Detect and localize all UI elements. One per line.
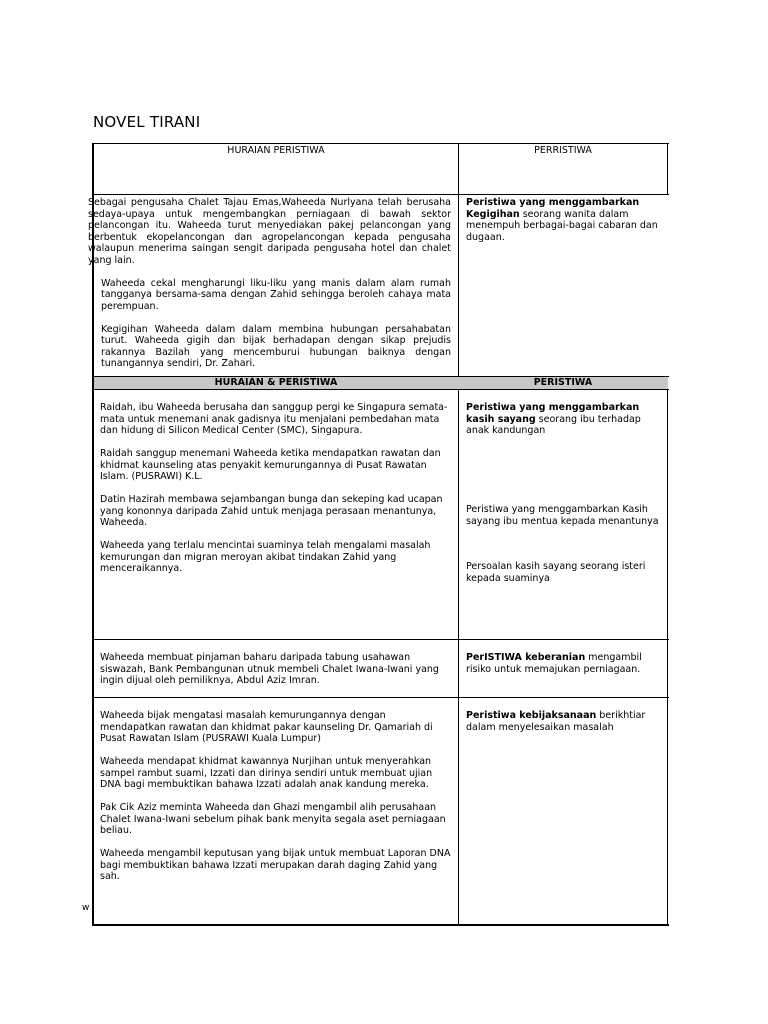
section1-event [466, 197, 662, 243]
header-perristiwa: PERRISTIWA [534, 145, 592, 156]
section2-event-3: Persoalan kasih sayang seorang isteri kepada suaminya [466, 561, 646, 584]
section3-event-title: PerISTIWA keberanian [466, 652, 586, 663]
section2-event-2: Peristiwa yang menggambarkan Kasih sayang ibu mentua kepada menantunya [466, 504, 659, 527]
section1-event-text: seorang wanita dalam menempuh berbagai-bagai cabaran dan dugaan. [466, 208, 658, 243]
section4-event [466, 710, 664, 733]
section4-event-text: berikhtiar dalam menyelesaikan masalah [466, 710, 646, 733]
row-divider [92, 389, 669, 390]
section4-paragraph: Pak Cik Aziz meminta Waheeda dan Ghazi mengambil alih perusahaan Chalet Iwana-Iwani sebelum pihak bank menyita segala aset perniagaan beliau. [100, 802, 446, 836]
section3-event [466, 652, 664, 675]
section1-paragraph: Sebagai pengusaha Chalet Tajau Emas,Waheeda Nurlyana telah berusaha sedaya-upaya untuk mengembangkan perniagaan di bawah sektor pelancongan itu. Waheeda turut menyediakan pakej pelancongan yang berbentuk ekopelancongan dan agropelancongan kepada pengusaha walaupun menerima saingan sengit daripada pengusaha hotel dan chalet yang lain. [88, 197, 451, 266]
section2-paragraph: Raidah, ibu Waheeda berusaha dan sanggup pergi ke Singapura semata-mata untuk menemani anak gadisnya itu menjalani pembedahan mata dan hidung di Silicon Medical Center (SMC), Singapura. [100, 402, 448, 436]
section3-event-text: mengambil risiko untuk memajukan perniagaan. [466, 652, 642, 675]
column-divider [458, 143, 459, 925]
row-divider [92, 194, 669, 195]
section4-event-title: Peristiwa kebijaksanaan [466, 710, 597, 721]
header-peristiwa: PERISTIWA [533, 377, 593, 388]
right-border-bottom [667, 376, 668, 925]
section2-paragraph: Raidah sanggup menemani Waheeda ketika mendapatkan rawatan dan khidmat kaunseling atas penyakit kemurungannya di Pusat Rawatan Islam. (PUSRAWI) K.L. [100, 448, 441, 482]
stray-mark: w [82, 903, 90, 913]
section4-paragraph: Waheeda mendapat khidmat kawannya Nurjihan untuk menyerahkan sampel rambut suami, Izzati dan dirinya sendiri untuk membuat ujian DNA bagi membuktikan bahawa Izzati adalah anak kandung mereka. [100, 756, 433, 790]
section4-description [100, 710, 452, 883]
section1-paragraph: Kegigihan Waheeda dalam dalam membina hubungan persahabatan turut. Waheeda gigih dan bijak berhadapan dengan sikap prejudis rakannya Bazilah yang mencemburui hubungan baiknya dengan tunangannya sendiri, Dr. Zahari. [101, 323, 451, 369]
section2-event-title: Peristiwa yang menggambarkan kasih sayang [466, 402, 640, 425]
section4-paragraph: Waheeda bijak mengatasi masalah kemurungannya dengan mendapatkan rawatan dan khidmat pakar kaunseling Dr. Qamariah di Pusat Rawatan Islam (PUSRAWI Kuala Lumpur) [100, 710, 433, 744]
header-huraian-dan-peristiwa: HURAIAN & PERISTIWA [214, 377, 338, 388]
section2-paragraph: Waheeda yang terlalu mencintai suaminya telah mengalami masalah kemurungan dan migran meroyan akibat tindakan Zahid yang menceraikannya. [100, 540, 431, 574]
section1-description [88, 197, 451, 370]
section1-paragraph: Waheeda cekal mengharungi liku-liku yang manis dalam alam rumah tangganya bersama-sama dengan Zahid sehingga beroleh cahaya mata perempuan. [101, 277, 451, 312]
row-divider [92, 639, 669, 640]
right-border-top [667, 143, 668, 194]
row-divider [92, 697, 669, 698]
header-huraian-peristiwa: HURAIAN PERISTIWA [227, 145, 325, 156]
section2-description [100, 402, 452, 575]
section2-event-text: seorang ibu terhadap anak kandungan [466, 413, 641, 436]
section2-event-1 [466, 402, 664, 437]
section4-paragraph: Waheeda mengambil keputusan yang bijak untuk membuat Laporan DNA bagi membuktikan bahawa Izzati merupakan darah daging Zahid yang sah. [100, 848, 451, 882]
section3-description: Waheeda membuat pinjaman baharu daripada tabung usahawan siswazah, Bank Pembangunan utnuk membeli Chalet Iwana-Iwani yang ingin dijual oleh pemiliknya, Abdul Aziz Imran. [100, 652, 439, 686]
section2-paragraph: Datin Hazirah membawa sejambangan bunga dan sekeping kad ucapan yang kononnya daripada Zahid untuk menjaga perasaan menantunya, Waheeda. [100, 494, 443, 528]
document-title: NOVEL TIRANI [93, 113, 201, 131]
section1-event-title: Peristiwa yang menggambarkan Kegigihan [466, 197, 640, 220]
